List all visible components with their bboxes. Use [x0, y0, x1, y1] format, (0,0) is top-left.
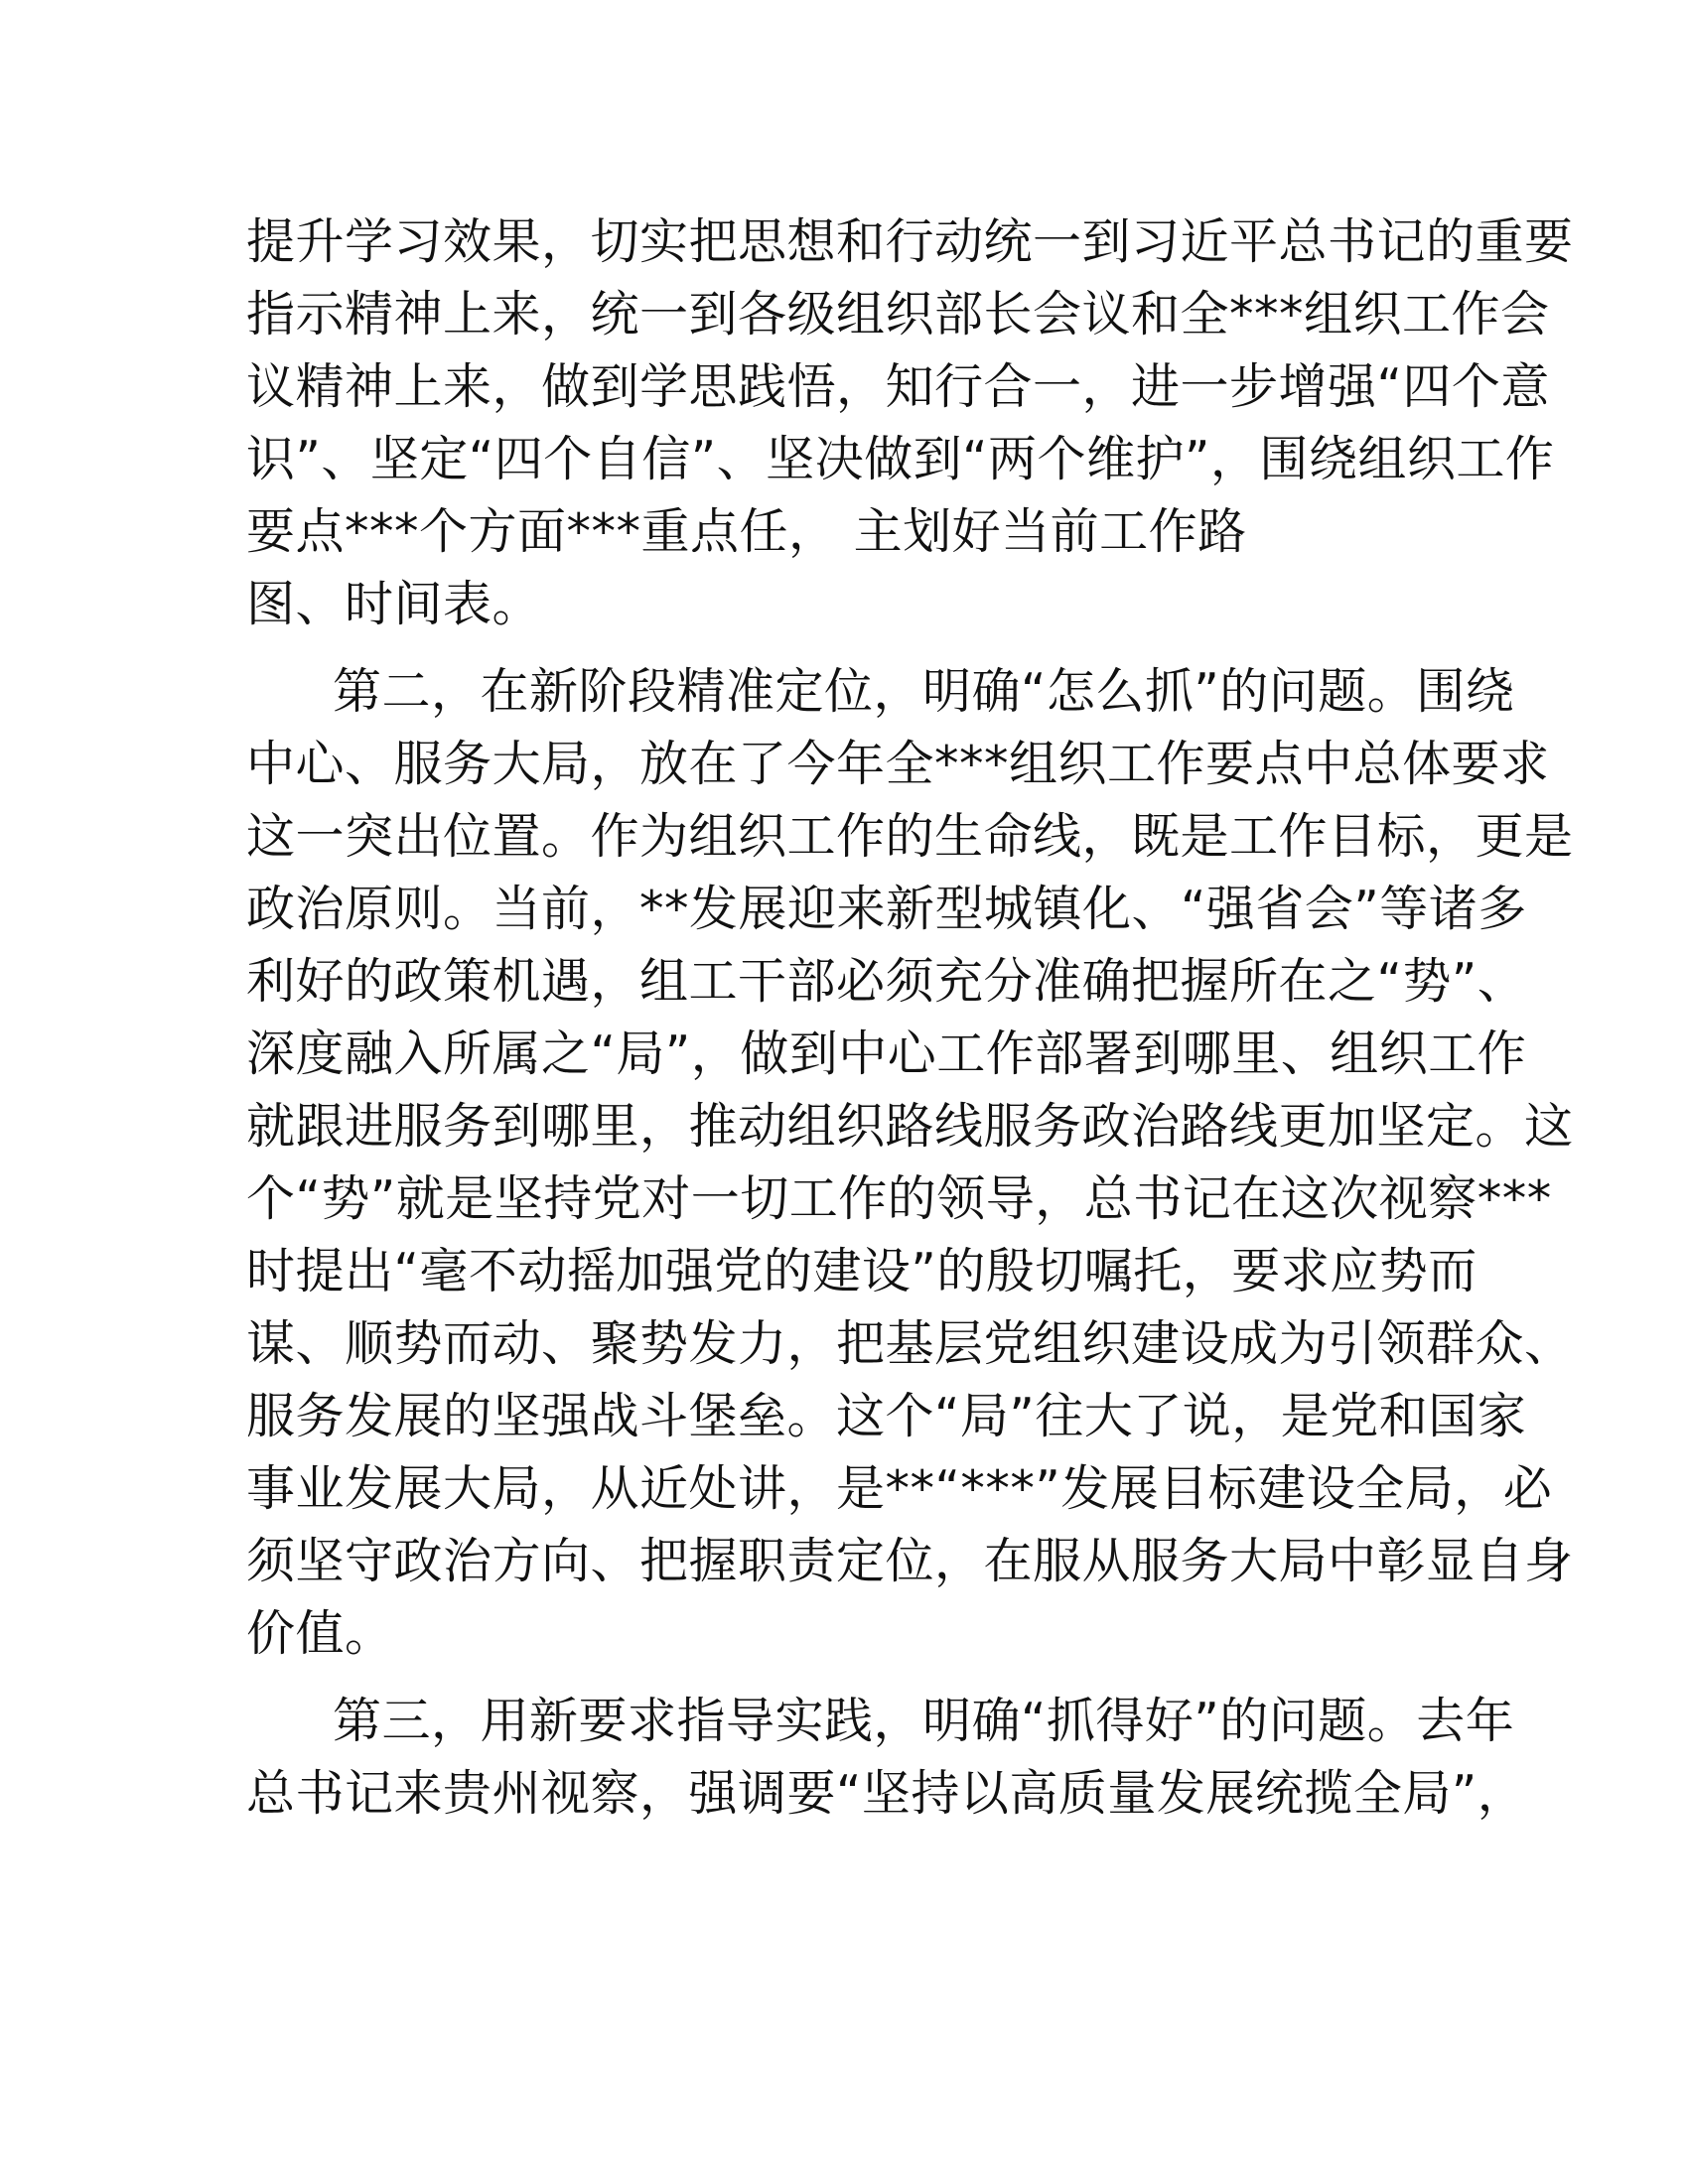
- text-line: 就跟进服务到哪里，推动组织路线服务政治路线更加坚定。这: [246, 1098, 1574, 1155]
- text-line: 政治原则。当前，**发展迎来新型城镇化、“强省会”等诸多: [246, 881, 1527, 937]
- text-line: 总书记来贵州视察，强调要“坚持以高质量发展统揽全局”，: [246, 1765, 1527, 1822]
- text-line: 要点***个方面***重点任， 主划好当前工作路: [246, 503, 1247, 560]
- text-line: 议精神上来，做到学思践悟，知行合一，进一步增强“四个意: [246, 358, 1550, 415]
- text-line: 识”、坚定“四个自信”、坚决做到“两个维护”，围绕组织工作: [246, 431, 1555, 487]
- text-line: 时提出“毫不动摇加强党的建设”的殷切嘱托，要求应势而: [246, 1243, 1477, 1299]
- text-line: 价值。: [246, 1605, 394, 1662]
- text-line: 中心、服务大局，放在了今年全***组织工作要点中总体要求: [246, 736, 1550, 792]
- text-line: 须坚守政治方向、把握职责定位，在服从服务大局中彰显自身: [246, 1533, 1574, 1589]
- text-line: 利好的政策机遇，组工干部必须充分准确把握所在之“势”、: [246, 953, 1527, 1010]
- text-line: 第三，用新要求指导实践，明确“抓得好”的问题。去年: [333, 1693, 1515, 1749]
- text-line: 提升学习效果，切实把思想和行动统一到习近平总书记的重要: [246, 213, 1574, 270]
- text-line: 指示精神上来，统一到各级组织部长会议和全***组织工作会: [246, 286, 1550, 342]
- text-line: 个“势”就是坚持党对一切工作的领导，总书记在这次视察***: [246, 1170, 1552, 1227]
- text-line: 图、时间表。: [246, 576, 542, 632]
- text-line: 服务发展的坚强战斗堡垒。这个“局”往大了说，是党和国家: [246, 1388, 1527, 1444]
- text-line: 这一突出位置。作为组织工作的生命线，既是工作目标，更是: [246, 808, 1574, 865]
- text-line: 深度融入所属之“局”，做到中心工作部署到哪里、组织工作: [246, 1025, 1527, 1082]
- text-line: 第二，在新阶段精准定位，明确“怎么抓”的问题。围绕: [333, 663, 1515, 720]
- text-line: 谋、顺势而动、聚势发力，把基层党组织建设成为引领群众、: [246, 1315, 1574, 1372]
- text-line: 事业发展大局，从近处讲，是**“***”发展目标建设全局，必: [246, 1460, 1553, 1517]
